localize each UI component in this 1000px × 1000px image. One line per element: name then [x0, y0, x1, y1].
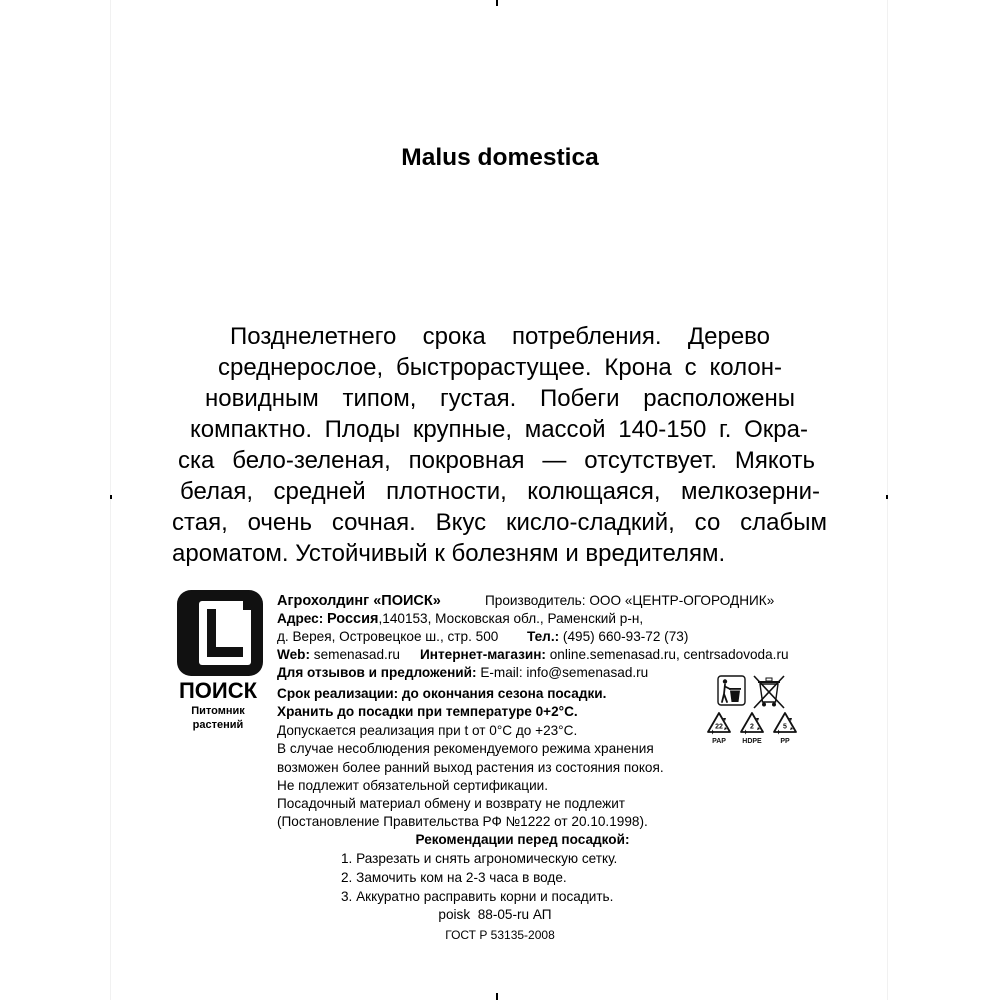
packaging-symbols — [704, 672, 804, 752]
poisk-logo-icon — [177, 590, 263, 676]
description-line: среднерослое, быстрорастущее. Крона с колон- — [218, 354, 782, 381]
address-text: ,140153, Московская обл., Раменский р-н, — [378, 611, 644, 626]
standard-code: ГОСТ Р 53135-2008 — [445, 928, 555, 942]
crossed-out-bin-icon — [754, 676, 784, 708]
recycling-material: HDPE — [742, 738, 762, 745]
web-line — [277, 646, 400, 664]
address-country: Россия — [327, 611, 379, 627]
recommendation-step: 2. Замочить ком на 2-3 часа в воде. — [341, 870, 567, 885]
description-line: ароматом. Устойчивый к болезням и вредителям. — [172, 540, 726, 567]
description-line: белая, средней плотности, колющаяся, мелкозерни- — [180, 478, 820, 505]
storage-note: В случае несоблюдения рекомендуемого режима хранения — [277, 741, 654, 756]
species-title: Malus domestica — [401, 144, 599, 171]
recommendation-step: 3. Аккуратно расправить корни и посадить. — [341, 889, 614, 904]
web-label: Web: — [277, 647, 310, 662]
description-line: Позднелетнего срока потребления. Дерево — [230, 323, 770, 350]
recycling-material: PAP — [712, 738, 726, 745]
storage-note: Посадочный материал обмену и возврату не подлежит — [277, 796, 626, 811]
recycling-code: 5 — [783, 723, 787, 731]
description-line: компактно. Плоды крупные, массой 140-150 г. Окра- — [190, 416, 808, 443]
variety-description — [0, 321, 1000, 569]
address-line — [277, 610, 643, 628]
company-line — [277, 592, 441, 610]
recycling-icon — [774, 713, 796, 735]
crop-mark-bottom — [496, 993, 498, 1000]
recycling-icon — [741, 713, 763, 735]
shop-line — [420, 646, 789, 664]
logo-name: ПОИСК — [178, 678, 258, 703]
logo-caption-line: растений — [192, 719, 244, 731]
address-label: Адрес: — [277, 611, 324, 626]
phone-number: (495) 660-93-72 (73) — [562, 629, 689, 644]
address-line-2: д. Верея, Островецкое ш., стр. 500 — [277, 629, 499, 644]
description-line: стая, очень сочная. Вкус кисло-сладкий, со слабым — [172, 509, 827, 536]
web-address: semenasad.ru — [313, 647, 400, 662]
phone-line — [527, 628, 688, 646]
description-line: ска бело-зеленая, покровная — отсутствует. Мякоть — [178, 447, 815, 474]
feedback-line — [277, 664, 648, 682]
recycling-material: PP — [780, 738, 790, 745]
shop-label: Интернет-магазин: — [420, 647, 546, 662]
recycling-icon — [708, 713, 730, 735]
storage-temperature: Хранить до посадки при температуре 0+2°С. — [277, 704, 578, 719]
storage-note: (Постановление Правительства РФ №1222 от 20.10.1998). — [277, 814, 648, 829]
dispose-in-bin-icon — [718, 676, 745, 705]
recommendations-heading: Рекомендации перед посадкой: — [415, 832, 630, 847]
crop-mark-top — [496, 0, 498, 6]
email-address: E-mail: info@semenasad.ru — [480, 665, 649, 680]
recycling-code: 2 — [750, 723, 754, 731]
company-name: Агрохолдинг «ПОИСК» — [277, 593, 441, 609]
recommendation-step: 1. Разрезать и снять агрономическую сетку. — [341, 851, 618, 866]
feedback-label: Для отзывов и предложений: — [277, 665, 477, 680]
manufacturer: Производитель: ООО «ЦЕНТР-ОГОРОДНИК» — [485, 593, 775, 608]
shop-address: online.semenasad.ru, centrsadovoda.ru — [549, 647, 789, 662]
article-code: poisk 88-05-ru АП — [438, 907, 552, 922]
storage-note: возможен более ранний выход растения из состояния покоя. — [277, 760, 664, 775]
phone-label: Тел.: — [527, 629, 560, 644]
logo-caption-line: Питомник — [191, 705, 245, 717]
description-line: новидным типом, густая. Побеги расположены — [205, 385, 795, 412]
recycling-code: 22 — [715, 723, 723, 731]
storage-note: Не подлежит обязательной сертификации. — [277, 778, 549, 793]
shelf-life: Срок реализации: до окончания сезона посадки. — [277, 686, 607, 701]
sale-temperature: Допускается реализация при t от 0°С до +23°С. — [277, 723, 578, 738]
